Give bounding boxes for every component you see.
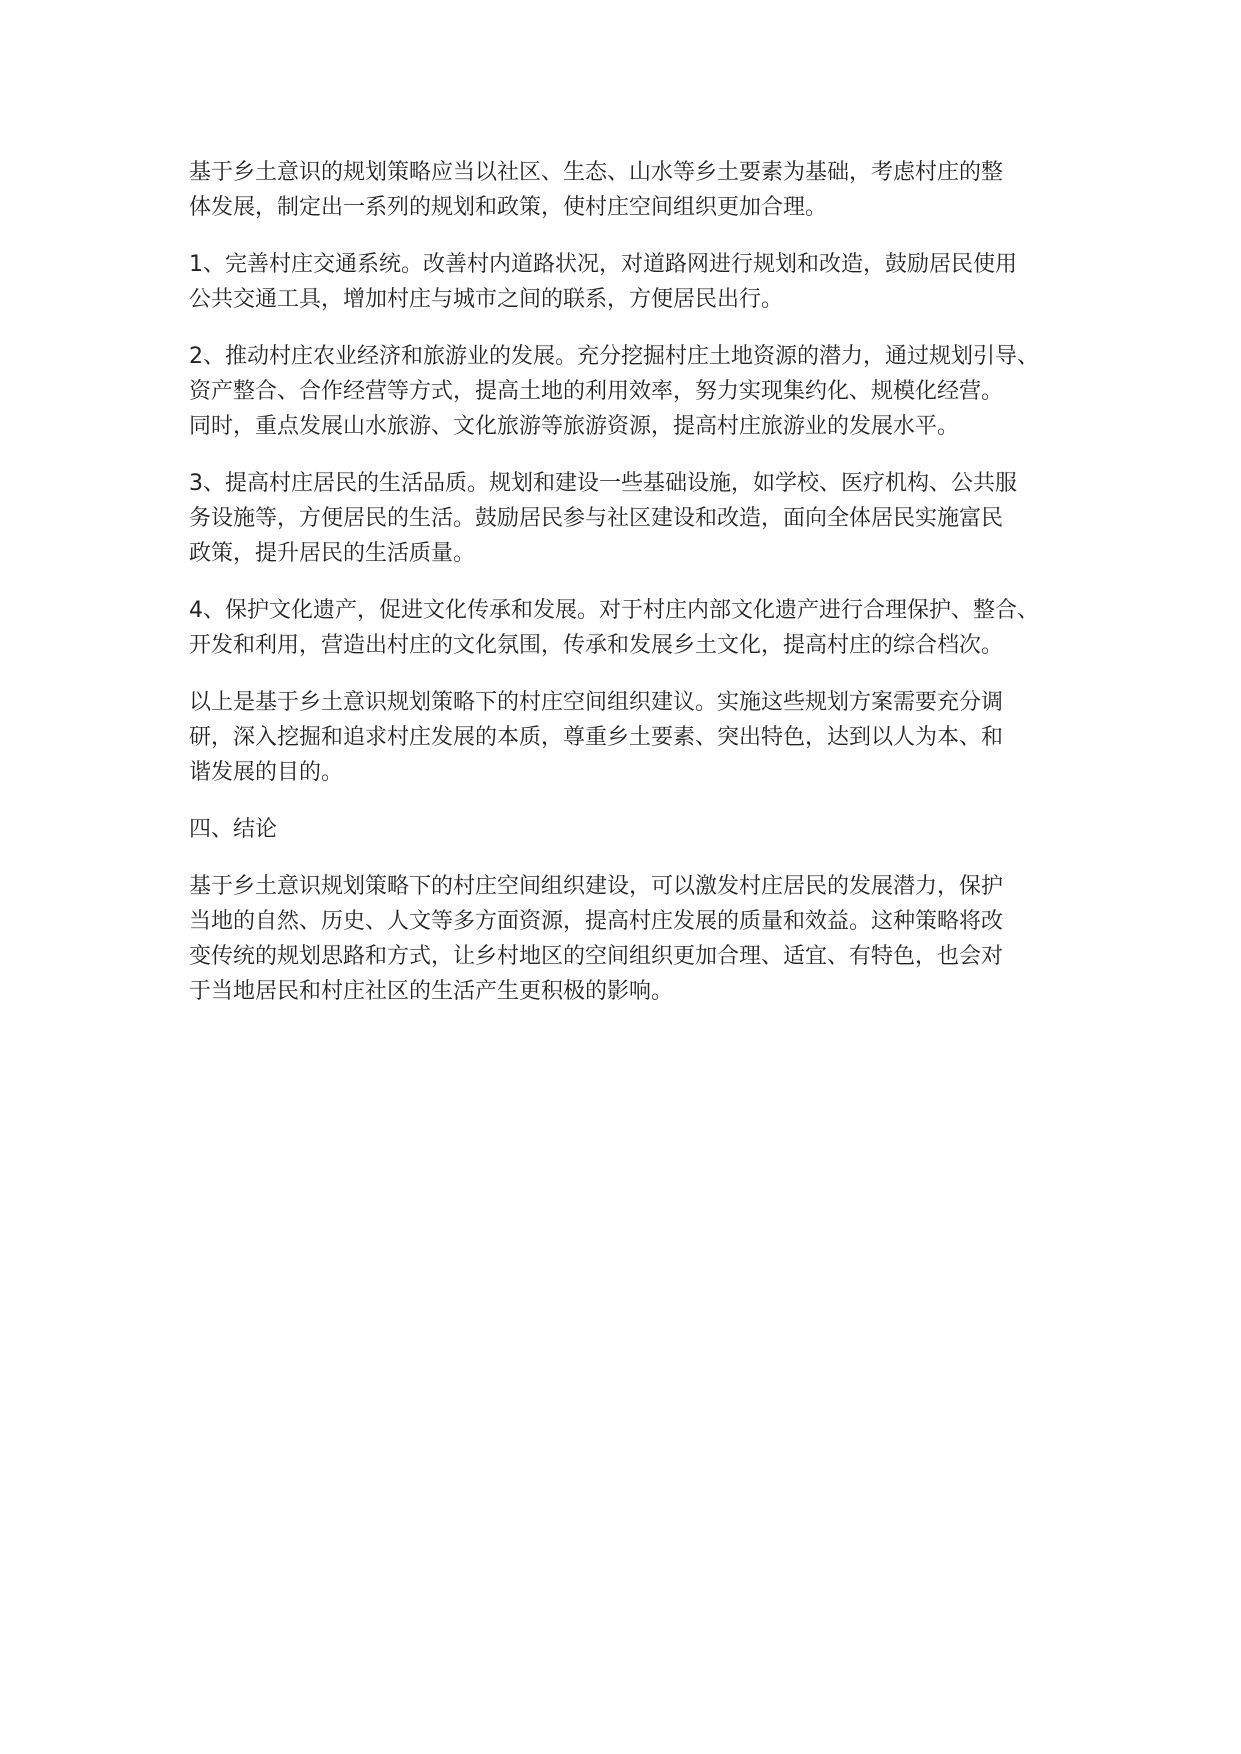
text-line: 政策，提升居民的生活质量。 (189, 541, 476, 566)
text-line: 基于乡土意识规划策略下的村庄空间组织建设，可以激发村庄居民的发展潜力，保护 (189, 874, 1004, 899)
paragraph-conclusion (189, 869, 1069, 1009)
paragraph-intro (189, 155, 1069, 225)
heading-text: 四、结论 (189, 817, 278, 842)
document-body (189, 155, 1069, 1031)
text-line: 资产整合、合作经营等方式，提高土地的利用效率，努力实现集约化、规模化经营。 (189, 379, 1004, 404)
paragraph-item-1 (189, 247, 1069, 317)
text-line: 当地的自然、历史、人文等多方面资源，提高村庄发展的质量和效益。这种策略将改 (189, 909, 1004, 934)
text-line: 基于乡土意识的规划策略应当以社区、生态、山水等乡土要素为基础，考虑村庄的整 (189, 160, 1004, 185)
text-line: 公共交通工具，增加村庄与城市之间的联系，方便居民出行。 (189, 287, 784, 312)
text-line: 变传统的规划思路和方式，让乡村地区的空间组织更加合理、适宜、有特色，也会对 (189, 944, 1004, 969)
paragraph-item-2 (189, 339, 1069, 444)
text-line: 务设施等，方便居民的生活。鼓励居民参与社区建设和改造，面向全体居民实施富民 (189, 506, 1004, 531)
text-line: 2、推动村庄农业经济和旅游业的发展。充分挖掘村庄土地资源的潜力，通过规划引导、 (189, 344, 1039, 369)
text-line: 谐发展的目的。 (189, 760, 344, 785)
text-line: 以上是基于乡土意识规划策略下的村庄空间组织建议。实施这些规划方案需要充分调 (189, 690, 1004, 715)
section-heading-conclusion (189, 812, 1069, 847)
paragraph-summary (189, 685, 1069, 790)
text-line: 研，深入挖掘和追求村庄发展的本质，尊重乡土要素、突出特色，达到以人为本、和 (189, 725, 1004, 750)
text-line: 于当地居民和村庄社区的生活产生更积极的影响。 (189, 979, 674, 1004)
text-line: 开发和利用，营造出村庄的文化氛围，传承和发展乡土文化，提高村庄的综合档次。 (189, 633, 1004, 658)
paragraph-item-4 (189, 593, 1069, 663)
text-line: 1、完善村庄交通系统。改善村内道路状况，对道路网进行规划和改造，鼓励居民使用 (189, 252, 1017, 277)
text-line: 体发展，制定出一系列的规划和政策，使村庄空间组织更加合理。 (189, 195, 828, 220)
text-line: 4、保护文化遗产，促进文化传承和发展。对于村庄内部文化遗产进行合理保护、整合、 (189, 598, 1039, 623)
paragraph-item-3 (189, 466, 1069, 571)
text-line: 同时，重点发展山水旅游、文化旅游等旅游资源，提高村庄旅游业的发展水平。 (189, 414, 960, 439)
text-line: 3、提高村庄居民的生活品质。规划和建设一些基础设施，如学校、医疗机构、公共服 (189, 471, 1017, 496)
